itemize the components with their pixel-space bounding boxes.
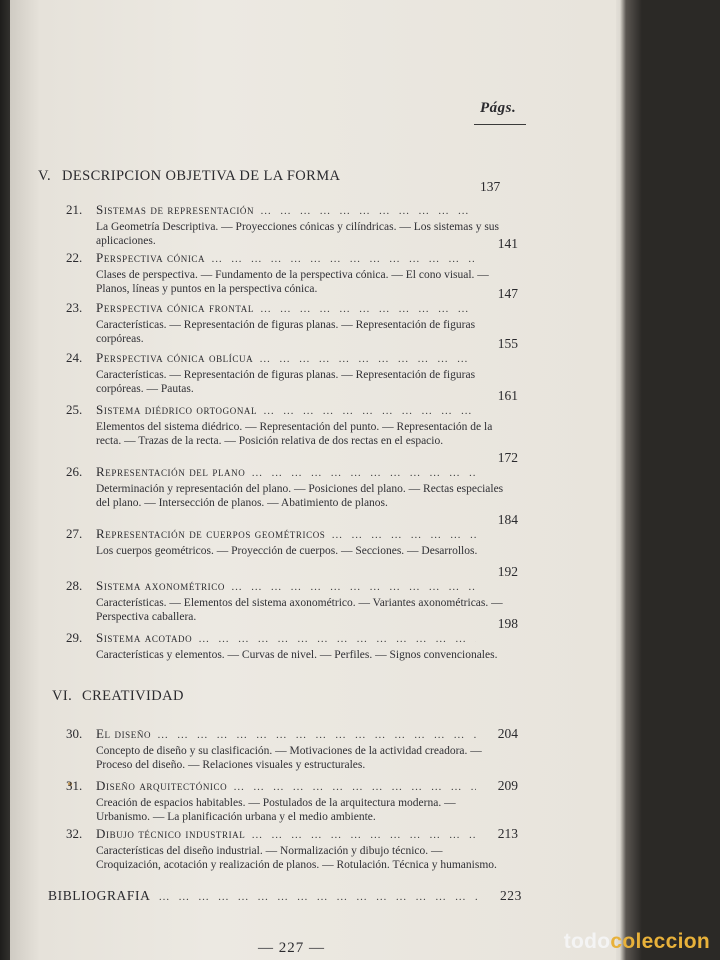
entry-number: 21. [66, 202, 83, 217]
entry-number: 26. [66, 464, 83, 479]
dot-leader [263, 405, 476, 417]
pages-rule [474, 124, 526, 125]
section-title-text: DESCRIPCION OBJETIVA DE LA FORMA [62, 168, 341, 184]
section-title [38, 168, 340, 185]
entry-page: 161 [497, 388, 518, 403]
dot-leader [251, 467, 476, 479]
entry-title: Sistemas de representación [96, 202, 255, 217]
bibliography-label: BIBLIOGRAFIA [48, 888, 151, 903]
entry-description: Los cuerpos geométricos. — Proyección de cuerpos. — Secciones. — Desarrollos. [96, 545, 478, 557]
toc-entry [66, 616, 518, 663]
entry-number: 31. [66, 778, 83, 793]
dot-leader [260, 205, 476, 217]
watermark-logo [564, 930, 710, 954]
dot-leader [158, 891, 478, 903]
entry-number: 25. [66, 402, 83, 417]
dot-leader [157, 729, 476, 741]
dot-leader [259, 353, 476, 365]
dot-leader [231, 581, 476, 593]
entry-page: 172 [497, 450, 518, 465]
watermark-part-a: todo [563, 930, 611, 953]
dot-leader [198, 633, 476, 645]
toc-entry [66, 726, 518, 772]
entry-page: 184 [497, 512, 518, 527]
entry-description: Clases de perspectiva. — Fundamento de la perspectiva cónica. — El cono visual. — Planos, líneas y puntos en la perspectiva cónica. [96, 269, 489, 295]
entry-page: 141 [497, 236, 518, 251]
dot-leader [331, 529, 476, 541]
entry-number: 22. [66, 250, 83, 265]
section-number: VI. [52, 688, 73, 704]
entry-number: 24. [66, 350, 83, 365]
pages-column-label: Págs. [480, 100, 517, 116]
entry-title: Representación de cuerpos geométricos [96, 526, 326, 541]
page-edge [612, 0, 720, 960]
dot-leader [260, 303, 476, 315]
entry-title: Representación del plano [96, 464, 246, 479]
entry-number: 32. [66, 826, 83, 841]
dot-leader [211, 253, 476, 265]
section-title [52, 688, 184, 705]
entry-number: 28. [66, 578, 83, 593]
entry-number: 30. [66, 726, 83, 741]
entry-description: Concepto de diseño y su clasificación. — Motivaciones de la actividad creadora. — Proceso del diseño. — Relaciones visuales y estructurales. [96, 745, 482, 771]
entry-page: 147 [497, 286, 518, 301]
entry-description: Elementos del sistema diédrico. — Representación del punto. — Representación de la recta. — Trazas de la recta. — Posición relativa de dos rectas en el espacio. [96, 421, 493, 447]
entry-title: El diseño [96, 726, 152, 741]
entry-page: 209 [497, 778, 518, 793]
entry-number: 27. [66, 526, 83, 541]
dot-leader [251, 829, 476, 841]
entry-description: La Geometría Descriptiva. — Proyecciones cónicas y cilíndricas. — Los sistemas y sus aplicaciones. [96, 221, 500, 247]
entry-title: Diseño arquitectónico [96, 778, 228, 793]
entry-title: Perspectiva cónica frontal [96, 300, 254, 315]
toc-entry [66, 286, 518, 346]
entry-description: Características y elementos. — Curvas de nivel. — Perfiles. — Signos convencionales. [96, 649, 498, 661]
entry-title: Sistema acotado [96, 630, 193, 645]
bibliography-entry [48, 888, 522, 904]
entry-description: Creación de espacios habitables. — Postulados de la arquitectura moderna. — Urbanismo. — La planificación urbana y el medio ambiente. [96, 797, 456, 823]
section-page-number: 137 [480, 179, 501, 194]
entry-page: 155 [497, 336, 518, 351]
toc-entry [66, 388, 518, 448]
entry-number: 23. [66, 300, 83, 315]
entry-page: 198 [497, 616, 518, 631]
toc-entry [66, 778, 518, 824]
toc-entry [66, 512, 518, 559]
page-folio: — 227 — [258, 940, 325, 956]
book-page [10, 0, 616, 960]
toc-entry [66, 564, 518, 624]
entry-title: Dibujo técnico industrial [96, 826, 246, 841]
entry-title: Sistema axonométrico [96, 578, 225, 593]
toc-entry [66, 202, 518, 248]
entry-page: 213 [497, 826, 518, 841]
entry-description: Características. — Representación de figuras planas. — Representación de figuras corpóreas. — Pautas. [96, 369, 476, 395]
section-title-text: CREATIVIDAD [82, 688, 184, 704]
bibliography-page: 223 [499, 888, 522, 903]
entry-number: 29. [66, 630, 83, 645]
entry-description: Características del diseño industrial. — Normalización y dibujo técnico. — Croquización, acotación y realización de planos. — Rotulación. Técnica y humanismo. [96, 845, 497, 871]
watermark-part-b: coleccion [610, 930, 710, 953]
entry-title: Perspectiva cónica [96, 250, 206, 265]
entry-title: Sistema diédrico ortogonal [96, 402, 258, 417]
section-number: V. [38, 168, 52, 184]
section-page [480, 178, 524, 196]
toc-entry [66, 236, 518, 296]
toc-entry [66, 826, 518, 872]
toc-entry [66, 336, 518, 396]
dot-leader [233, 781, 476, 793]
toc-entry [66, 450, 518, 510]
entry-description: Características. — Elementos del sistema axonométrico. — Variantes axonométricas. — Perspectiva caballera. [96, 597, 503, 623]
entry-page: 204 [497, 726, 518, 741]
entry-description: Determinación y representación del plano. — Posiciones del plano. — Rectas especiales del plano. — Intersección de planos. — Abatimiento de planos. [96, 483, 504, 509]
entry-description: Características. — Representación de figuras planas. — Representación de figuras corpóreas. [96, 319, 476, 345]
entry-title: Perspectiva cónica oblícua [96, 350, 254, 365]
entry-page: 192 [497, 564, 518, 579]
